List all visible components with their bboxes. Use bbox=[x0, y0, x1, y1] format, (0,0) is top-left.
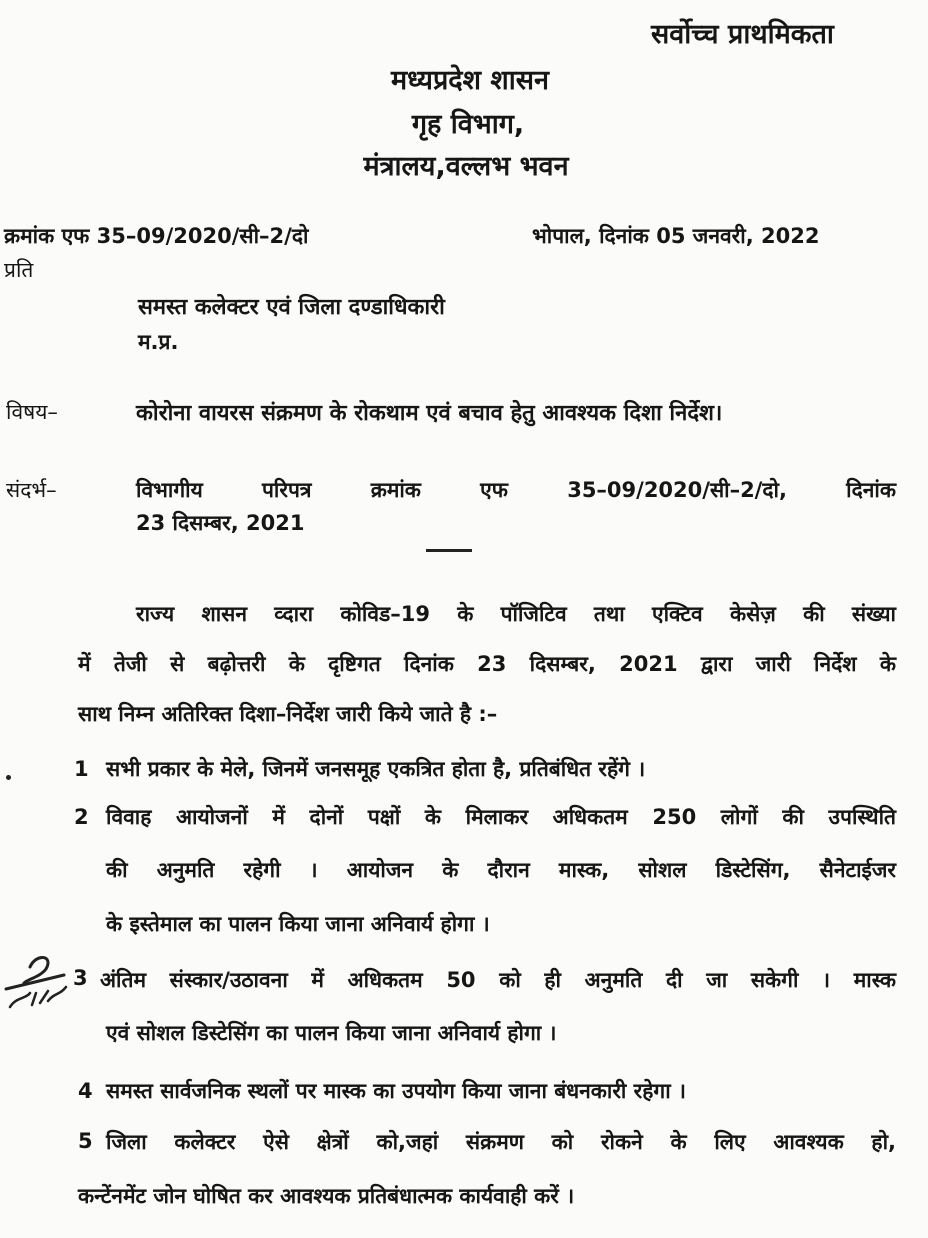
item-number: 1 bbox=[74, 757, 89, 781]
item-1-line-1: सभी प्रकार के मेले, जिनमें जनसमूह एकत्रित होता है, प्रतिबंधित रहेंगे । bbox=[106, 757, 646, 781]
item-number: 2 bbox=[74, 805, 89, 829]
item-number: 4 bbox=[78, 1079, 93, 1103]
item-5-line-2: कन्टेंनमेंट जोन घोषित कर आवश्यक प्रतिबंधात्मक कार्यवाही करें । bbox=[78, 1184, 575, 1208]
header-office: मंत्रालय,वल्लभ भवन bbox=[363, 151, 569, 182]
subject-text: कोरोना वायरस संक्रमण के रोकथाम एवं बचाव हेतु आवश्यक दिशा निर्देश। bbox=[136, 401, 723, 426]
reference-line-1 bbox=[136, 476, 896, 504]
item-5-line-1: जिला कलेक्टर ऐसे क्षेत्रों को,जहां संक्रमण को रोकने के लिए आवश्यक हो, bbox=[106, 1130, 896, 1154]
handwritten-initials bbox=[2, 945, 72, 1025]
item-2-line-3: के इस्तेमाल का पालन किया जाना अनिवार्य होगा । bbox=[106, 912, 490, 936]
subject-label: विषय– bbox=[6, 400, 58, 424]
reference-word: परिपत्र bbox=[261, 478, 312, 502]
header-government: मध्यप्रदेश शासन bbox=[390, 65, 549, 96]
reference-label: संदर्भ– bbox=[6, 478, 57, 502]
reference-number: क्रमांक एफ 35–09/2020/सी–2/दो bbox=[4, 224, 309, 248]
reference-word: क्रमांक bbox=[370, 478, 421, 502]
reference-line-2: 23 दिसम्बर, 2021 bbox=[136, 511, 305, 535]
addressee-line-2: म.प्र. bbox=[138, 330, 179, 354]
item-number: 5 bbox=[78, 1129, 93, 1153]
item-2-line-1: विवाह आयोजनों में दोनों पक्षों के मिलाकर अधिकतम 250 लोगों की उपस्थिति bbox=[106, 805, 896, 829]
reference-word: 35–09/2020/सी–2/दो, bbox=[567, 478, 787, 502]
margin-dot bbox=[6, 775, 11, 780]
item-4-line-1: समस्त सार्वजनिक स्थलों पर मास्क का उपयोग किया जाना बंधनकारी रहेगा । bbox=[106, 1079, 686, 1103]
intro-line-2: में तेजी से बढ़ोत्तरी के दृष्टिगत दिनांक 23 दिसम्बर, 2021 द्वारा जारी निर्देश के bbox=[78, 652, 896, 676]
reference-word: दिनांक bbox=[846, 478, 896, 502]
separator-rule bbox=[426, 549, 472, 552]
place-date: भोपाल, दिनांक 05 जनवरी, 2022 bbox=[532, 224, 820, 248]
reference-word: विभागीय bbox=[136, 478, 203, 502]
item-3-line-2: एवं सोशल डिस्टेसिंग का पालन किया जाना अनिवार्य होगा । bbox=[106, 1021, 557, 1045]
intro-line-3: साथ निम्न अतिरिक्त दिशा–निर्देश जारी किये जाते है :– bbox=[78, 702, 498, 726]
header-department: गृह विभाग, bbox=[411, 109, 525, 140]
intro-line-1: राज्य शासन व्दारा कोविड–19 के पॉजिटिव तथा एक्टिव केसेज़ की संख्या bbox=[136, 602, 896, 626]
to-label: प्रति bbox=[4, 258, 34, 282]
addressee-line-1: समस्त कलेक्टर एवं जिला दण्डाधिकारी bbox=[138, 295, 445, 320]
priority-label: सर्वोच्च प्राथमिकता bbox=[651, 19, 834, 50]
item-2-line-2: की अनुमति रहेगी । आयोजन के दौरान मास्क, सोशल डिस्टेसिंग, सैनेटाईजर bbox=[106, 858, 896, 882]
reference-word: एफ bbox=[480, 478, 508, 502]
item-3-line-1: अंतिम संस्कार/उठावना में अधिकतम 50 को ही अनुमति दी जा सकेगी । मास्क bbox=[100, 968, 896, 992]
item-number: 3 bbox=[73, 966, 88, 990]
